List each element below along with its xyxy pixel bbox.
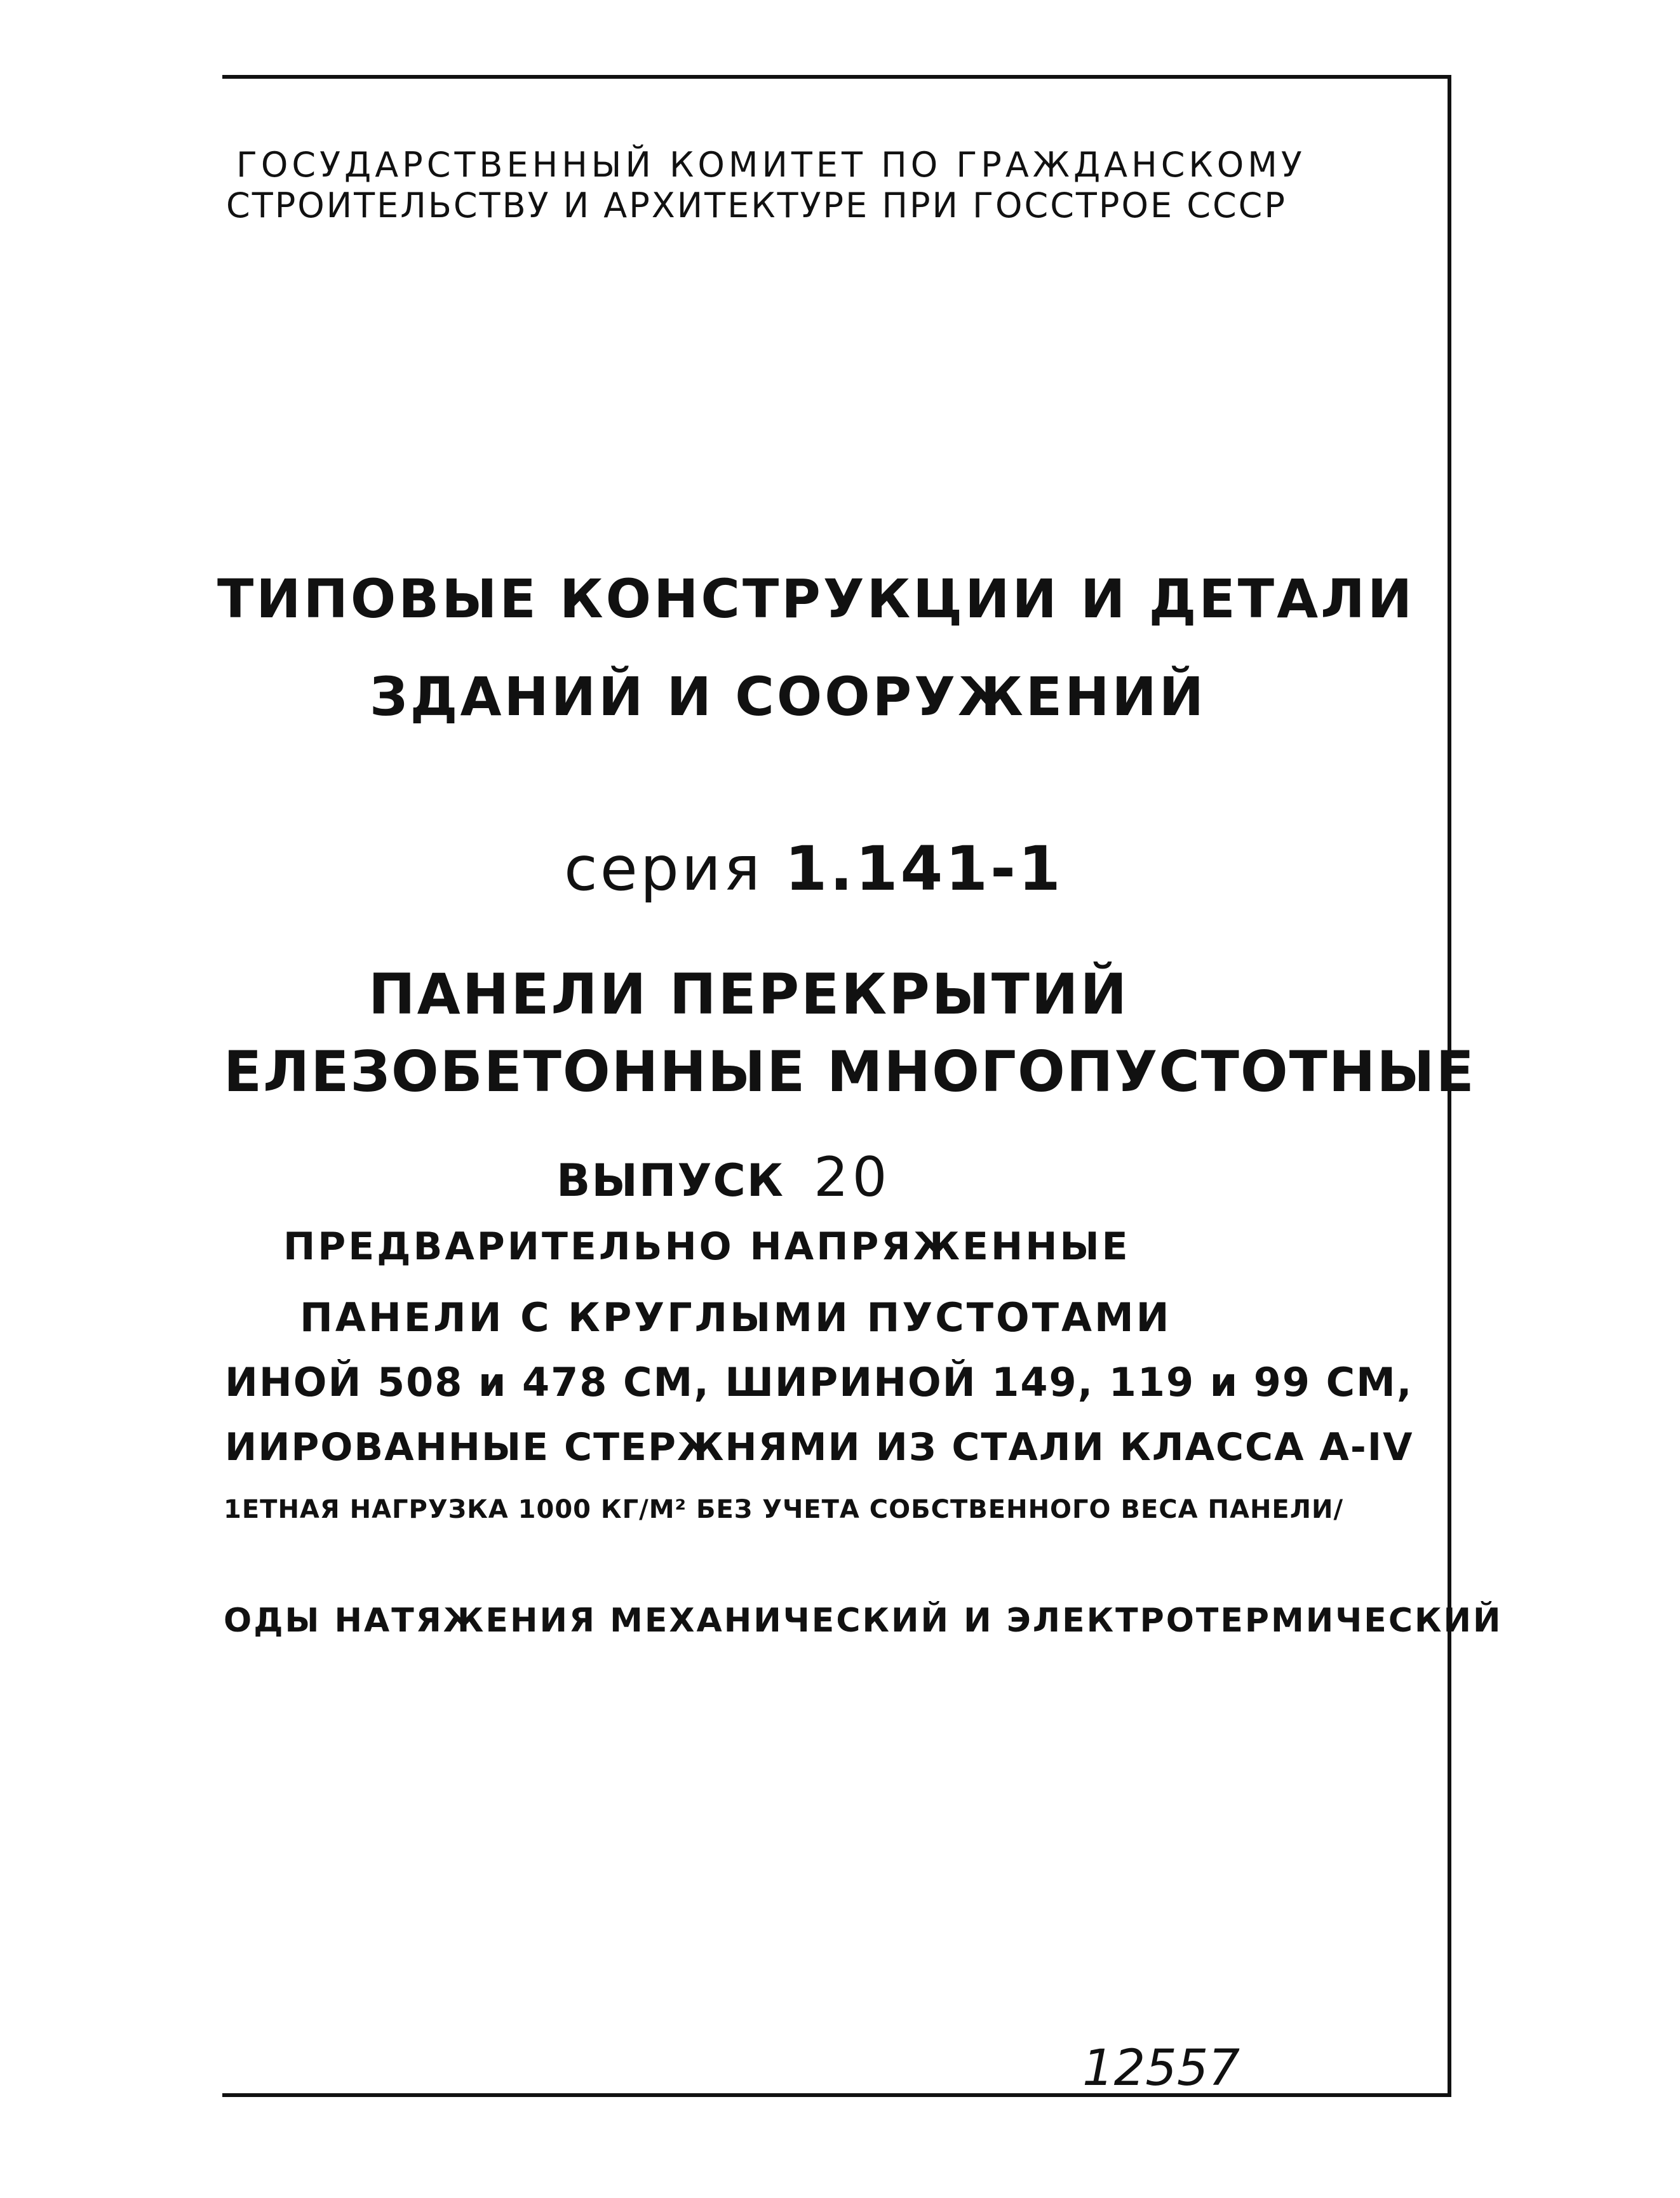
series-label: серия	[564, 833, 763, 904]
issue-heading	[556, 1146, 890, 1209]
series-heading	[564, 833, 1063, 904]
frame-bottom-border	[222, 2093, 1451, 2097]
organization-line-1: ГОСУДАРСТВЕННЫЙ КОМИТЕТ ПО ГРАЖДАНСКОМУ	[236, 145, 1306, 185]
inventory-number: 12557	[1082, 2040, 1240, 2097]
issue-label: ВЫПУСК	[556, 1155, 785, 1207]
description-line-5: 1ЕТНАЯ НАГРУЗКА 1000 КГ/М² БЕЗ УЧЕТА СОБСТВЕННОГО ВЕСА ПАНЕЛИ/	[224, 1495, 1344, 1524]
subject-line-1: ПАНЕЛИ ПЕРЕКРЫТИЙ	[368, 962, 1129, 1027]
series-number: 1.141-1	[784, 833, 1063, 904]
frame-top-border	[222, 75, 1451, 79]
description-line-4: ИИРОВАННЫЕ СТЕРЖНЯМИ ИЗ СТАЛИ КЛАССА А-IV	[225, 1425, 1414, 1470]
organization-line-2: СТРОИТЕЛЬСТВУ И АРХИТЕКТУРЕ ПРИ ГОССТРОЕ СССР	[226, 185, 1287, 225]
issue-number: 20	[814, 1146, 891, 1209]
subject-line-2: ЕЛЕЗОБЕТОННЫЕ МНОГОПУСТОТНЫЕ	[224, 1039, 1475, 1104]
description-line-2: ПАНЕЛИ С КРУГЛЫМИ ПУСТОТАМИ	[300, 1294, 1172, 1341]
description-line-1: ПРЕДВАРИТЕЛЬНО НАПРЯЖЕННЫЕ	[283, 1224, 1131, 1269]
collection-title-line-1: ТИПОВЫЕ КОНСТРУКЦИИ И ДЕТАЛИ	[217, 568, 1415, 630]
collection-title-line-2: ЗДАНИЙ И СООРУЖЕНИЙ	[370, 666, 1207, 728]
description-line-3: ИНОЙ 508 и 478 СМ, ШИРИНОЙ 149, 119 и 99 СМ,	[225, 1359, 1413, 1405]
description-line-6: ОДЫ НАТЯЖЕНИЯ МЕХАНИЧЕСКИЙ И ЭЛЕКТРОТЕРМИЧЕСКИЙ	[224, 1602, 1503, 1640]
